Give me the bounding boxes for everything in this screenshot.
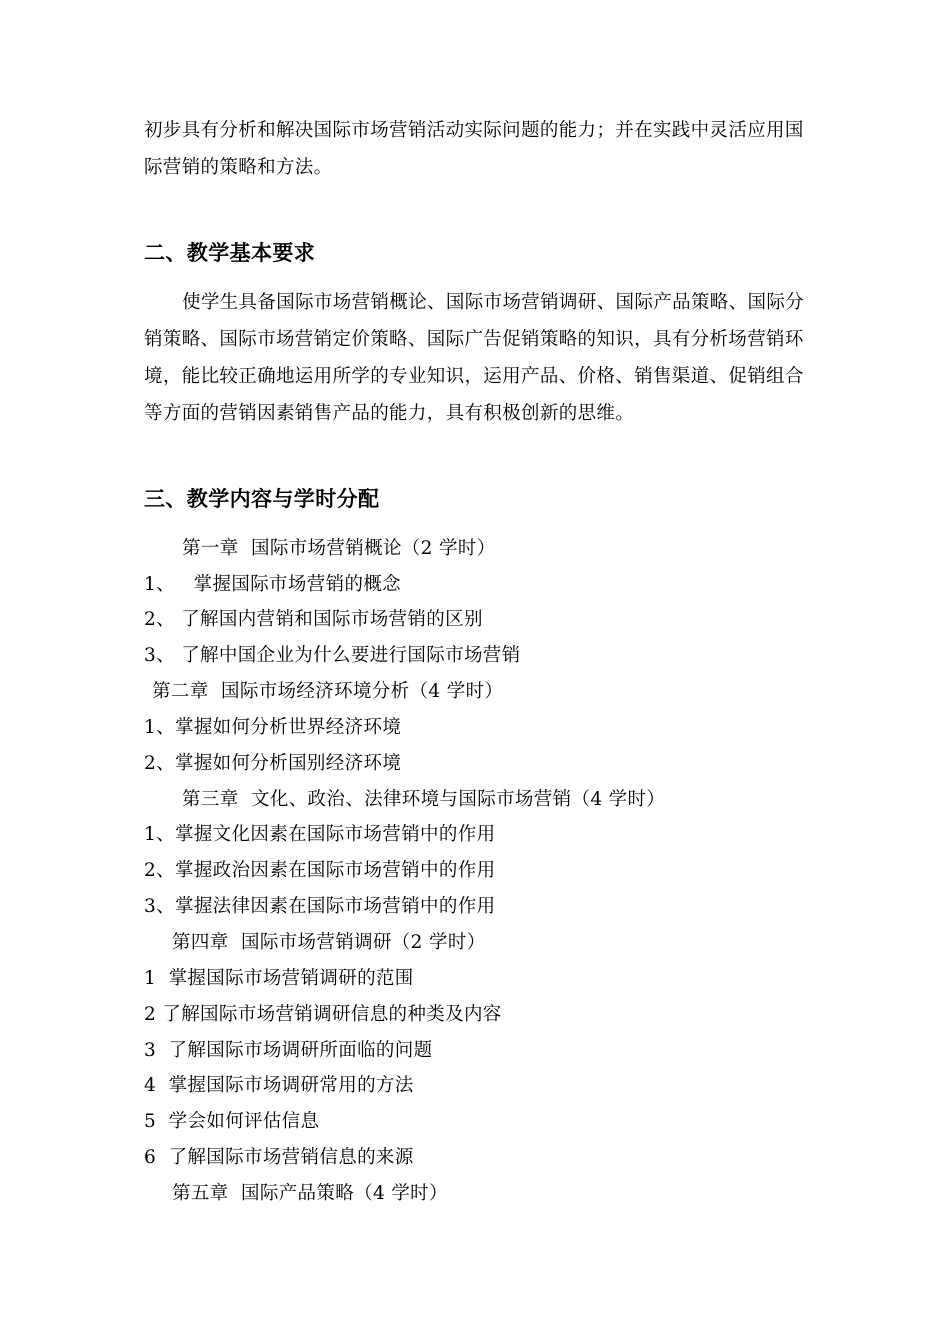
chapter-4-item-2: 2 了解国际市场营销调研信息的种类及内容 [144,1004,502,1025]
chapter-3-title: 第三章 文化、政治、法律环境与国际市场营销（4 学时） [182,789,666,810]
chapter-3-item-1: 1、掌握文化因素在国际市场营销中的作用 [144,824,496,845]
section-2-line-4: 等方面的营销因素销售产品的能力，具有积极创新的思维。 [144,403,635,424]
section-2-heading: 二、教学基本要求 [144,241,316,265]
section-2-line-1: 使学生具备国际市场营销概论、国际市场营销调研、国际产品策略、国际分 [182,292,805,313]
chapter-2-item-2: 2、掌握如何分析国别经济环境 [144,753,402,774]
chapter-4-item-3: 3 了解国际市场调研所面临的问题 [144,1040,433,1061]
chapter-1-item-3: 3、 了解中国企业为什么要进行国际市场营销 [144,645,521,666]
chapter-4-item-4: 4 掌握国际市场调研常用的方法 [144,1075,414,1096]
intro-line-2: 际营销的策略和方法。 [144,157,333,178]
chapter-4-item-1: 1 掌握国际市场营销调研的范围 [144,968,414,989]
chapter-3-item-3: 3、掌握法律因素在国际市场营销中的作用 [144,896,496,917]
chapter-3-item-2: 2、掌握政治因素在国际市场营销中的作用 [144,860,496,881]
chapter-4-item-5: 5 学会如何评估信息 [144,1111,320,1132]
chapter-4-title: 第四章 国际市场营销调研（2 学时） [172,932,486,953]
chapter-1-item-1: 1、 掌握国际市场营销的概念 [144,574,402,595]
chapter-2-item-1: 1、掌握如何分析世界经济环境 [144,717,402,738]
section-2-line-2: 销策略、国际市场营销定价策略、国际广告促销策略的知识，具有分析场营销环 [144,329,804,350]
chapter-5-title: 第五章 国际产品策略（4 学时） [172,1183,448,1204]
chapter-4-item-6: 6 了解国际市场营销信息的来源 [144,1147,414,1168]
chapter-1-title: 第一章 国际市场营销概论（2 学时） [182,538,496,559]
intro-line-1: 初步具有分析和解决国际市场营销活动实际问题的能力；并在实践中灵活应用国 [144,120,804,141]
chapter-1-item-2: 2、 了解国内营销和国际市场营销的区别 [144,609,483,630]
section-3-heading: 三、教学内容与学时分配 [144,487,380,511]
section-2-line-3: 境，能比较正确地运用所学的专业知识，运用产品、价格、销售渠道、促销组合 [144,366,804,387]
chapter-2-title: 第二章 国际市场经济环境分析（4 学时） [152,681,504,702]
